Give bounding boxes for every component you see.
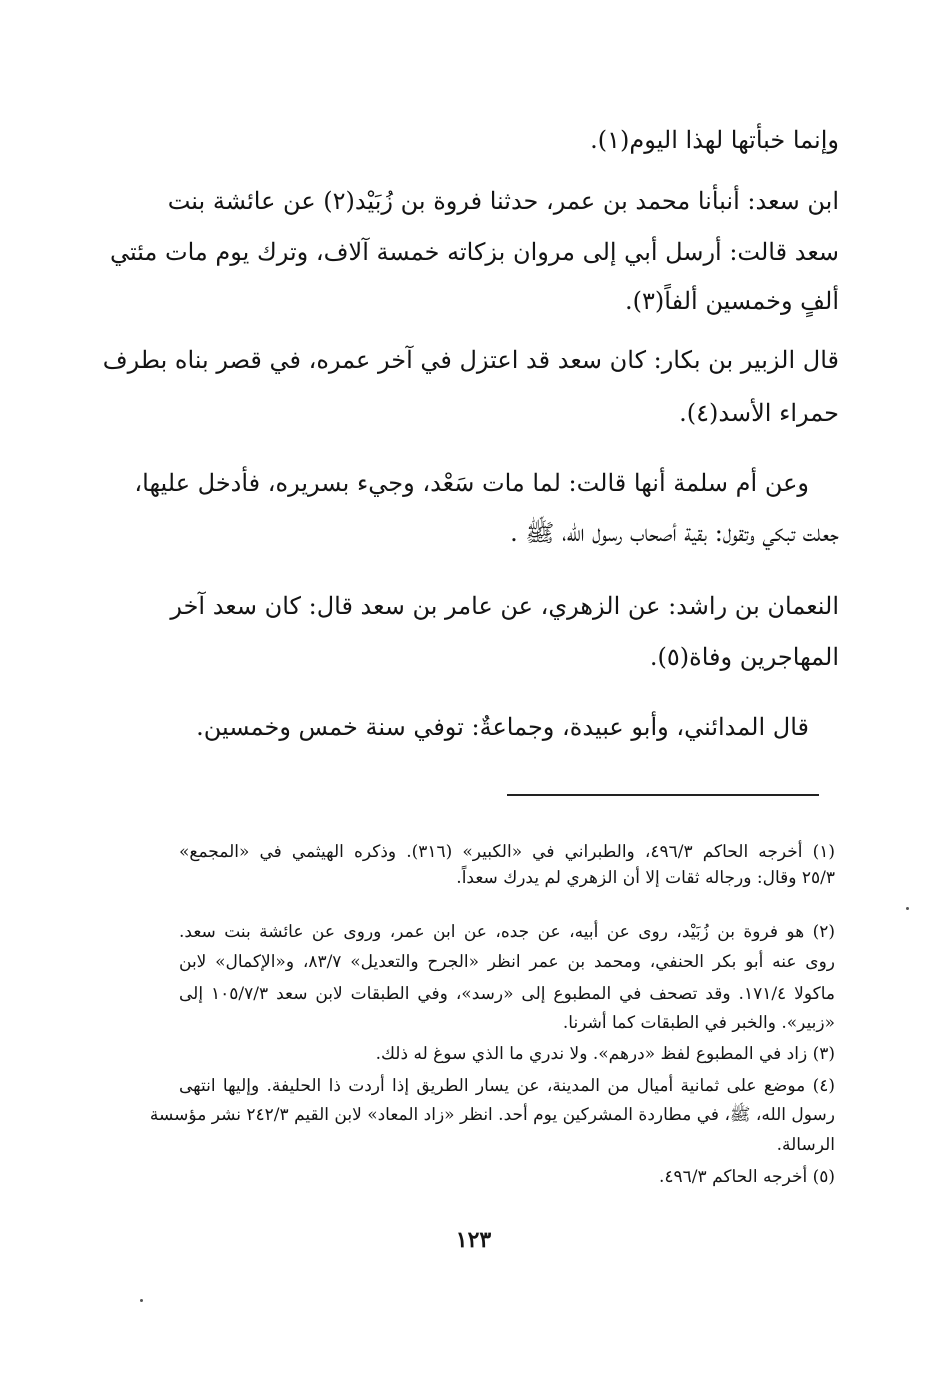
page-number: ١٢٣ [455, 1227, 492, 1253]
scan-speck [140, 1299, 143, 1302]
body-line: ألفٍ وخمسين ألفاً(٣). [625, 287, 839, 315]
body-line: سعد قالت: أرسل أبي إلى مروان بزكاته خمسة آلاف، وترك يوم مات مئتي [110, 238, 839, 266]
body-line: النعمان بن راشد: عن الزهري، عن عامر بن سعد قال: كان سعد آخر [170, 592, 839, 620]
body-line: وإنما خبأتها لهذا اليوم(١). [590, 126, 839, 154]
body-line: قال الزبير بن بكار: كان سعد قد اعتزل في آخر عمره، في قصر بناه بطرف [102, 346, 839, 374]
footnote-line: (١) أخرجه الحاكم ٤٩٦/٣، والطبراني في «الكبير» (٣١٦). وذكره الهيثمي في «المجمع» [179, 842, 835, 862]
body-line: حمراء الأسد(٤). [679, 399, 839, 427]
footnote-separator [507, 794, 819, 796]
footnote-line: ٢٥/٣ وقال: ورجاله ثقات إلا أن الزهري لم يدرك سعداً. [456, 868, 835, 888]
body-line: المهاجرين وفاة(٥). [649, 643, 839, 671]
footnote-line: (٤) موضع على ثمانية أميال من المدينة، عن يسار الطريق إذا أردت ذا الحليفة. وإليها انتهى [179, 1076, 835, 1096]
footnote-line: الرسالة. [776, 1135, 835, 1155]
footnote-line: رسول الله، ﷺ، في مطاردة المشركين يوم أحد. انظر «زاد المعاد» لابن القيم ٢٤٢/٣ نشر مؤسسة [149, 1105, 835, 1125]
footnote-line: روى عنه أبو بكر الحنفي، ومحمد بن عمر انظر «الجرح والتعديل» ٨٣/٧، و«الإكمال» لابن [179, 952, 836, 972]
footnote-line: ماكولا ١٧١/٤. وقد تصحف في المطبوع إلى «رسد»، وفي الطبقات لابن سعد ١٠٥/٧/٣ إلى [179, 984, 835, 1004]
footnote-line: (٣) زاد في المطبوع لفظ «درهم». ولا ندري ما الذي سوغ له ذلك. [375, 1044, 835, 1064]
body-line: جعلت تبكي وتقول: بقية أصحاب رسول الله، ﷺ . [510, 519, 839, 547]
body-line: وعن أم سلمة أنها قالت: لما مات سَعْد، وجيء بسريره، فأدخل عليها، [134, 469, 809, 497]
body-line: قال المدائني، وأبو عبيدة، وجماعةٌ: توفي سنة خمس وخمسين. [196, 713, 809, 741]
footnote-line: (٥) أخرجه الحاكم ٤٩٦/٣. [659, 1167, 835, 1187]
footnote-line: (٢) هو فروة بن زُبَيْد، روى عن أبيه، عن جده، عن ابن عمر، وروى عن عائشة بنت سعد. [179, 922, 835, 942]
footnote-line: «زبير». والخبر في الطبقات كما أشرنا. [562, 1013, 835, 1033]
scan-speck [906, 907, 909, 910]
body-line: ابن سعد: أنبأنا محمد بن عمر، حدثنا فروة بن زُبَيْد(٢) عن عائشة بنت [167, 187, 839, 215]
